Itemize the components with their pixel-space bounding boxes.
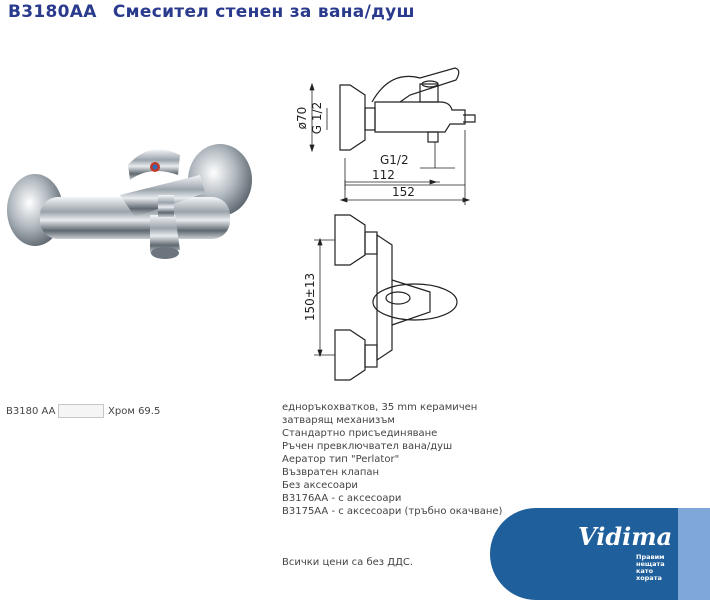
brand-banner	[490, 508, 710, 600]
feature-item: Ръчен превключвател вана/душ	[282, 441, 453, 452]
finish-name: Хром	[108, 405, 135, 417]
feature-item: Възвратен клапан	[282, 467, 380, 478]
product-name: Смесител стенен за вана/душ	[112, 2, 415, 22]
variant-price: 69.5	[138, 405, 161, 417]
feature-list	[282, 401, 582, 518]
dim-length-112: 112	[372, 168, 395, 182]
finish-swatch	[58, 404, 104, 418]
slogan-line: като	[636, 567, 654, 575]
feature-item: затварящ механизъм	[282, 415, 395, 426]
variant-code: B3180 AA	[6, 405, 56, 417]
brand-strip	[678, 508, 710, 600]
product-title	[8, 2, 415, 22]
feature-item: B3176AA - с аксесоари	[282, 493, 402, 504]
slogan-line: хората	[636, 574, 662, 582]
dim-length-152: 152	[392, 185, 415, 199]
dim-diameter: ø70	[295, 106, 309, 130]
feature-item: Стандартно присъединяване	[282, 428, 438, 439]
slogan-line: нещата	[636, 560, 665, 568]
dim-thread-spout: G1/2	[380, 153, 409, 167]
brand-slogan	[636, 554, 665, 582]
feature-item: Без аксесоари	[282, 480, 358, 491]
technical-drawing	[280, 40, 530, 390]
feature-item: B3175AA - с аксесоари (тръбно окачване)	[282, 506, 503, 517]
model-code: B3180AA	[8, 2, 97, 22]
feature-item: Аератор тип "Perlator"	[282, 454, 400, 465]
brand-logo: Vidima	[578, 522, 673, 551]
dim-thread-inlet: G 1/2	[310, 101, 324, 135]
feature-item: едноръкохватков, 35 mm керамичен	[282, 402, 478, 413]
product-photo	[0, 135, 275, 275]
vat-note: Всички цени са без ДДС.	[282, 557, 414, 568]
dim-center-distance: 150±13	[303, 272, 317, 322]
slogan-line: Правим	[636, 553, 665, 561]
variant-row	[6, 404, 160, 418]
